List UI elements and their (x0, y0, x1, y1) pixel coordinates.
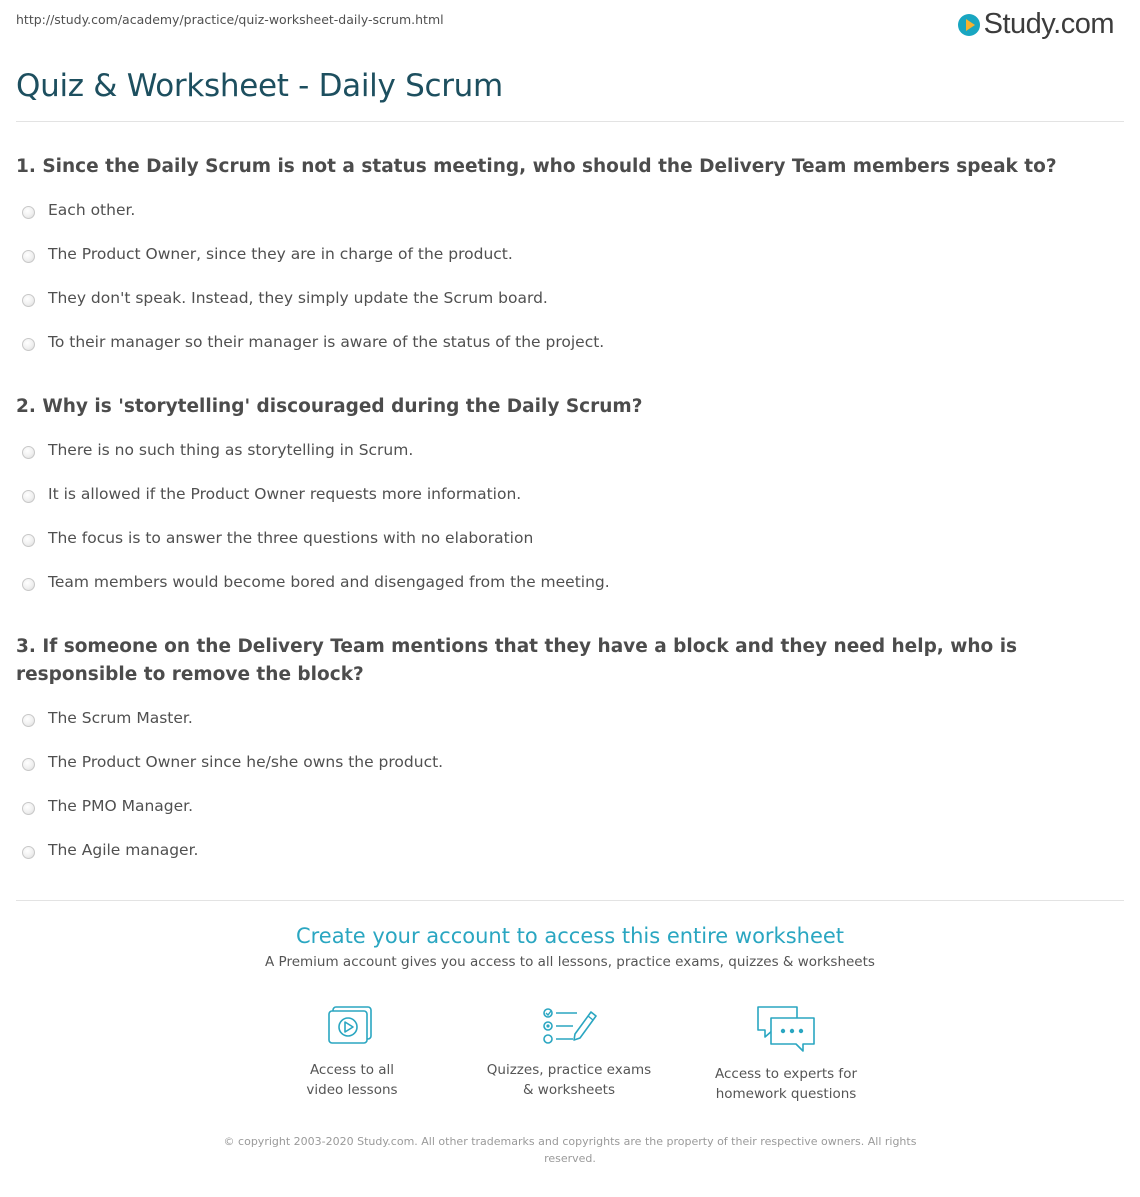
answer-option[interactable] (22, 333, 604, 377)
answer-label: The PMO Manager. (48, 797, 194, 815)
page-title: Quiz & Worksheet - Daily Scrum (16, 68, 503, 104)
radio-button[interactable] (22, 490, 35, 503)
feature-video-lessons (257, 1004, 447, 1100)
feature-line-2: & worksheets (522, 1082, 615, 1098)
radio-button[interactable] (22, 714, 35, 727)
answer-option[interactable] (22, 441, 610, 485)
feature-experts (691, 1004, 881, 1104)
radio-button[interactable] (22, 758, 35, 771)
radio-button[interactable] (22, 338, 35, 351)
create-account-link[interactable]: Create your account to access this entire worksheet (295, 924, 845, 948)
answer-option[interactable] (22, 841, 443, 885)
radio-button[interactable] (22, 294, 35, 307)
title-divider (16, 121, 1124, 122)
answer-label: The Scrum Master. (48, 709, 193, 727)
radio-button[interactable] (22, 250, 35, 263)
answer-option[interactable] (22, 201, 604, 245)
question-3-options (22, 709, 443, 885)
answer-label: The focus is to answer the three questions with no elaboration (48, 529, 534, 547)
radio-button[interactable] (22, 534, 35, 547)
feature-line-1: Access to all (309, 1062, 395, 1078)
study-logo[interactable] (958, 8, 1114, 41)
feature-line-2: video lessons (306, 1082, 398, 1098)
radio-button[interactable] (22, 578, 35, 591)
feature-quizzes (474, 1004, 664, 1100)
radio-button[interactable] (22, 206, 35, 219)
answer-option[interactable] (22, 289, 604, 333)
answer-label: They don't speak. Instead, they simply update the Scrum board. (48, 289, 548, 307)
question-3-text: 3. If someone on the Delivery Team mentions that they have a block and they need help, who is responsible to remove the block? (16, 636, 1018, 685)
answer-option[interactable] (22, 573, 610, 617)
answer-label: The Agile manager. (48, 841, 199, 859)
quiz-checklist-icon (539, 1004, 599, 1050)
question-1-text: 1. Since the Daily Scrum is not a status meeting, who should the Delivery Team members speak to? (16, 156, 1057, 177)
cta-divider (16, 900, 1124, 901)
page-url: http://study.com/academy/practice/quiz-worksheet-daily-scrum.html (16, 12, 444, 27)
cta-subtitle: A Premium account gives you access to all lessons, practice exams, quizzes & worksheets (265, 954, 875, 970)
feature-line-1: Quizzes, practice exams (486, 1062, 652, 1078)
chat-experts-icon (753, 1004, 819, 1054)
answer-label: The Product Owner, since they are in charge of the product. (48, 245, 513, 263)
video-lessons-icon (324, 1004, 380, 1050)
answer-label: There is no such thing as storytelling in Scrum. (48, 441, 414, 459)
question-2-text: 2. Why is 'storytelling' discouraged during the Daily Scrum? (16, 396, 643, 417)
answer-label: The Product Owner since he/she owns the product. (48, 753, 444, 771)
answer-option[interactable] (22, 485, 610, 529)
logo-text: Study.com (983, 8, 1114, 40)
answer-option[interactable] (22, 709, 443, 753)
answer-label: It is allowed if the Product Owner requests more information. (48, 485, 522, 503)
question-1-options (22, 201, 604, 377)
radio-button[interactable] (22, 446, 35, 459)
feature-line-2: homework questions (715, 1086, 857, 1102)
answer-label: To their manager so their manager is aware of the status of the project. (48, 333, 605, 351)
answer-label: Each other. (48, 201, 136, 219)
play-logo-icon (958, 14, 980, 36)
answer-option[interactable] (22, 753, 443, 797)
answer-option[interactable] (22, 245, 604, 289)
copyright-text: © copyright 2003-2020 Study.com. All other trademarks and copyrights are the property of their respective owners. All rights reserved. (223, 1135, 917, 1165)
feature-line-1: Access to experts for (714, 1066, 857, 1082)
answer-label: Team members would become bored and disengaged from the meeting. (48, 573, 610, 591)
question-2-options (22, 441, 610, 617)
answer-option[interactable] (22, 529, 610, 573)
answer-option[interactable] (22, 797, 443, 841)
radio-button[interactable] (22, 802, 35, 815)
radio-button[interactable] (22, 846, 35, 859)
